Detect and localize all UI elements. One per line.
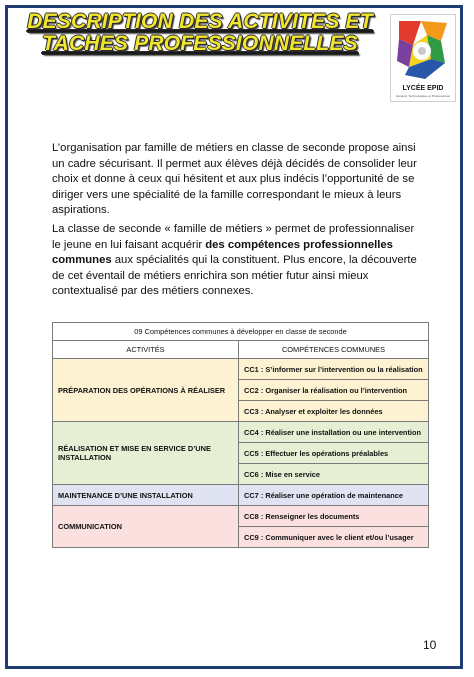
competence-cell: CC8 : Renseigner les documents xyxy=(239,506,429,527)
table-row xyxy=(53,485,429,506)
page-number: 10 xyxy=(423,638,437,652)
competence-cell: CC9 : Communiquer avec le client et/ou l’usager xyxy=(239,527,429,548)
competence-cell: CC5 : Effectuer les opérations préalables xyxy=(239,443,429,464)
competence-cell: CC6 : Mise en service xyxy=(239,464,429,485)
table-row xyxy=(53,506,429,527)
intro-paragraph: L’organisation par famille de métiers en classe de seconde propose ainsi un cadre sécurisant. Il permet aux élèves déjà décidés de consolider leur choix et donne à ceux qui hésitent et aux plus indécis l’opportunité de se diriger vers une spécialité de la famille correspondant le mieux à leurs aspirations. xyxy=(52,142,417,217)
school-logo xyxy=(390,14,456,102)
title-line-1: DESCRIPTION DES ACTIVITES ET xyxy=(27,10,373,33)
table-row xyxy=(53,422,429,443)
table-row xyxy=(53,359,429,380)
paragraph2-bold: des compétences professionnelles communes xyxy=(52,238,393,267)
competences-paragraph xyxy=(52,222,424,300)
page-title xyxy=(20,11,380,55)
competences-table xyxy=(52,322,429,548)
column-header-activities: ACTIVITÉS xyxy=(53,341,239,359)
competence-cell: CC2 : Organiser la réalisation ou l’intervention xyxy=(239,380,429,401)
competence-cell: CC1 : S’informer sur l’intervention ou la réalisation xyxy=(239,359,429,380)
activity-cell: RÉALISATION ET MISE EN SERVICE D’UNE INSTALLATION xyxy=(53,422,239,485)
activity-cell: PRÉPARATION DES OPÉRATIONS À RÉALISER xyxy=(53,359,239,422)
logo-name: LYCÉE EPID xyxy=(402,85,444,92)
competence-cell: CC4 : Réaliser une installation ou une intervention xyxy=(239,422,429,443)
competence-cell: CC3 : Analyser et exploiter les données xyxy=(239,401,429,422)
lycee-epid-logo-icon xyxy=(391,15,455,85)
column-header-competences: COMPÉTENCES COMMUNES xyxy=(239,341,429,359)
logo-subtitle: Général, Technologique et Professionnel xyxy=(396,94,450,98)
paragraph2-post: aux spécialités qui la constituent. Plus encore, la découverte de cet éventail de métiers enrichira son métier futur ainsi mieux contextualisé par des métiers connexes. xyxy=(52,254,417,298)
competence-cell: CC7 : Réaliser une opération de maintenance xyxy=(239,485,429,506)
paragraph2-pre: La classe de seconde « famille de métiers » permet de professionnaliser le jeune en lui faisant acquérir xyxy=(52,223,415,251)
table-caption: 09 Compétences communes à développer en classe de seconde xyxy=(53,323,429,341)
title-line-2: TACHES PROFESSIONNELLES xyxy=(42,32,358,55)
activity-cell: COMMUNICATION xyxy=(53,506,239,548)
activity-cell: MAINTENANCE D’UNE INSTALLATION xyxy=(53,485,239,506)
